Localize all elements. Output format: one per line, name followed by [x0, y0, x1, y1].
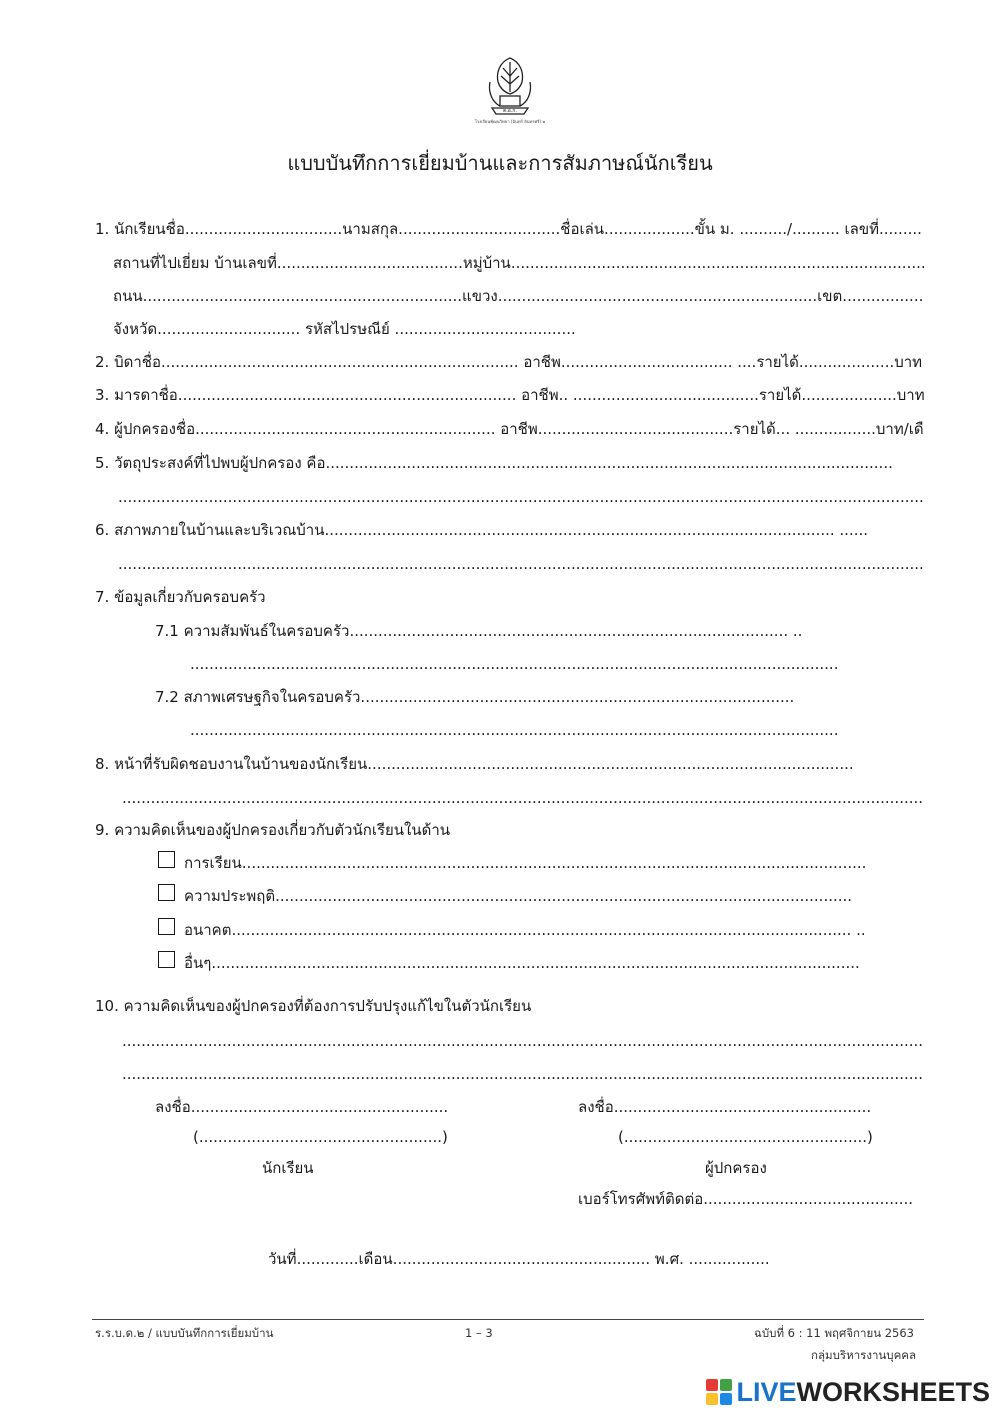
house-duties-continuation[interactable]: ........................................................................................................................................................................ — [122, 789, 924, 807]
guardian-opinion-heading: 9. ความคิดเห็นของผู้ปกครองเกี่ยวกับตัวนักเรียนในด้าน — [95, 821, 451, 839]
future-checkbox[interactable] — [158, 918, 175, 935]
mother-line[interactable]: 3. มารดาชื่อ....................................................................... อาชีพ.. .......................................รายได้....................บาท — [95, 386, 925, 404]
study-opinion-line[interactable]: การเรียน................................................................................................................................... — [184, 854, 867, 872]
house-duties-line[interactable]: 8. หน้าที่รับผิดชอบงานในบ้านของนักเรียน...................................................................................................... — [95, 755, 854, 773]
behavior-checkbox[interactable] — [158, 884, 175, 901]
footer-edition: ฉบับที่ 6 : 11 พฤศจิกายน 2563 — [754, 1326, 914, 1340]
emblem-motto-text: โรงเรียนพัฒนวิทยา (อินทร์ อินทรศรี) ๒ — [474, 119, 546, 124]
contact-phone-line[interactable]: เบอร์โทรศัพท์ติดต่อ............................................ — [578, 1190, 914, 1208]
student-role-label: นักเรียน — [262, 1159, 314, 1177]
family-info-heading: 7. ข้อมูลเกี่ยวกับครอบครัว — [95, 588, 266, 606]
guardian-line[interactable]: 4. ผู้ปกครองชื่อ............................................................... อาชีพ.........................................รายได้... .................บาท/เดื — [95, 420, 924, 438]
family-economy-line[interactable]: 7.2 สภาพเศรษฐกิจในครอบครัว........................................................................................... — [155, 688, 795, 706]
visit-date-line[interactable]: วันที่.............เดือน...................................................... พ.ศ. ................. — [268, 1250, 770, 1268]
future-opinion-line[interactable]: อนาคต.................................................................................................................................. .. — [184, 921, 866, 939]
footer-divider — [92, 1319, 924, 1320]
liveworksheets-wordmark: LIVEWORKSHEETS — [736, 1376, 990, 1407]
form-title: แบบบันทึกการเยี่ยมบ้านและการสัมภาษณ์นักเรียน — [287, 151, 713, 175]
student-signature-line[interactable]: ลงชื่อ...................................................... — [155, 1098, 449, 1116]
improvement-heading: 10. ความคิดเห็นของผู้ปกครองที่ต้องการปรับปรุงแก้ไขในตัวนักเรียน — [95, 997, 532, 1015]
footer-page-number: 1 – 3 — [465, 1326, 493, 1340]
liveworksheets-logo-icon — [706, 1379, 732, 1405]
home-condition-line[interactable]: 6. สภาพภายในบ้านและบริเวณบ้าน........................................................................................................... ...... — [95, 521, 869, 539]
behavior-opinion-line[interactable]: ความประพฤติ......................................................................................................................... — [184, 887, 853, 905]
visit-purpose-continuation[interactable]: ......................................................................................................................................................................... — [118, 488, 924, 506]
family-relationship-line[interactable]: 7.1 ความสัมพันธ์ในครอบครัว............................................................................................ .. — [155, 622, 803, 640]
visit-purpose-line[interactable]: 5. วัตถุประสงค์ที่ไปพบผู้ปกครอง คือ....................................................................................................................... — [95, 454, 893, 472]
road-district-line[interactable]: ถนน...................................................................แขวง...................................................................เขต................. — [113, 287, 924, 305]
improvement-line-1[interactable]: ........................................................................................................................................................................ — [122, 1032, 924, 1050]
footer-document-code: ร.ร.บ.ด.๒ / แบบบันทึกการเยี่ยมบ้าน — [95, 1326, 274, 1340]
father-line[interactable]: 2. บิดาชื่อ........................................................................... อาชีพ.................................... ....รายได้....................บาท — [95, 353, 923, 371]
school-emblem-icon — [470, 52, 550, 126]
home-condition-continuation[interactable]: ......................................................................................................................................................................... — [118, 555, 924, 573]
guardian-signature-line[interactable]: ลงชื่อ...................................................... — [578, 1098, 872, 1116]
emblem-ribbon-text: ต.อ.ก. — [502, 108, 518, 114]
improvement-line-2[interactable]: ........................................................................................................................................................................ — [122, 1065, 924, 1083]
guardian-role-label: ผู้ปกครอง — [705, 1159, 767, 1177]
other-checkbox[interactable] — [158, 951, 175, 968]
family-economy-continuation[interactable]: ........................................................................................................................................ — [190, 721, 839, 739]
other-opinion-line[interactable]: อื่นๆ........................................................................................................................................ — [184, 954, 860, 972]
study-checkbox[interactable] — [158, 851, 175, 868]
family-relationship-continuation[interactable]: ........................................................................................................................................ — [190, 655, 839, 673]
province-postcode-line[interactable]: จังหวัด.............................. รหัสไปรษณีย์ ...................................... — [113, 320, 576, 338]
student-printed-name[interactable]: (...................................................) — [193, 1128, 448, 1146]
liveworksheets-watermark — [706, 1376, 990, 1408]
footer-department: กลุ่มบริหารงานบุคคล — [811, 1348, 916, 1362]
guardian-printed-name[interactable]: (...................................................) — [618, 1128, 873, 1146]
student-name-line[interactable]: 1. นักเรียนชื่อ.................................นามสกุล..................................ชื่อเล่น...................ขั้น ม. ........../.......... เลขที่......... — [95, 220, 922, 238]
visit-address-line[interactable]: สถานที่ไปเยี่ยม บ้านเลขที่.......................................หมู่บ้าน....................................................................................... — [113, 254, 926, 272]
